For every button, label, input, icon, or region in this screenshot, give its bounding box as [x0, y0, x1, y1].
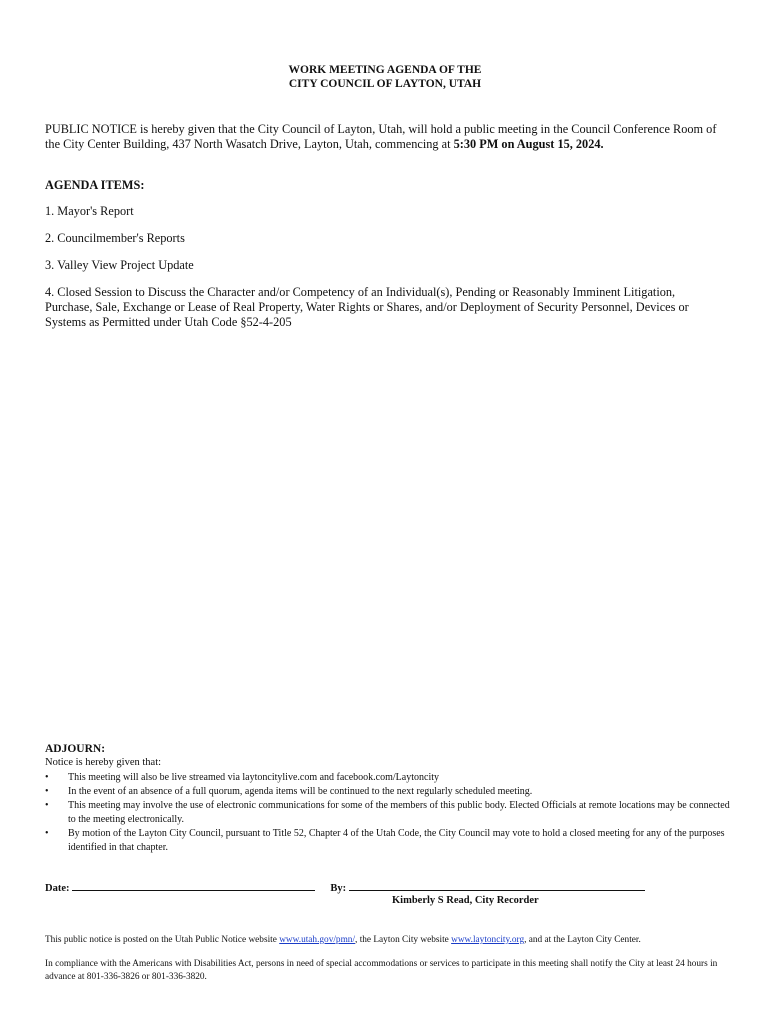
bullet-item: • In the event of an absence of a full quorum, agenda items will be continued to the next regularly scheduled meeting.: [45, 785, 735, 799]
agenda-item: 2. Councilmember's Reports: [45, 231, 185, 245]
signature-row: [45, 881, 665, 894]
notice-time-date: 5:30 PM on August 15, 2024.: [453, 137, 604, 151]
by-label: By:: [330, 883, 347, 894]
date-label: Date:: [45, 883, 70, 894]
layton-city-link[interactable]: www.laytoncity.org: [451, 935, 525, 945]
title-line-1: WORK MEETING AGENDA OF THE: [288, 64, 482, 76]
city-recorder-name: Kimberly S Read, City Recorder: [392, 895, 539, 906]
agenda-item: 3. Valley View Project Update: [45, 258, 194, 272]
posted-middle: , the Layton City website: [355, 935, 452, 945]
date-line: [72, 881, 315, 891]
agenda-item: 1. Mayor's Report: [45, 204, 134, 218]
by-line: [349, 881, 645, 891]
adjourn-heading: ADJOURN:: [45, 743, 106, 755]
adjourn-lead: Notice is hereby given that:: [45, 757, 162, 768]
posted-suffix: , and at the Layton City Center.: [524, 935, 641, 945]
utah-pmn-link[interactable]: www.utah.gov/pmn/: [279, 935, 356, 945]
ada-compliance-note: In compliance with the Americans with Disabilities Act, persons in need of special accommodations or services to participate in this meeting shall notify the City at least 24 hours in advance at 801-336-3826 or 801-336-3820.: [45, 959, 718, 982]
adjourn-bullet-list: [45, 771, 735, 855]
notice-text: PUBLIC NOTICE is hereby given that the City Council of Layton, Utah, will hold a public meeting in the Council Conference Room of the City Center Building, 437 North Wasatch Drive, Layton, Utah, commencing at: [45, 122, 717, 151]
bullet-item: • This meeting may involve the use of electronic communications for some of the members of this public body. Elected Officials at remote locations may be connected to the meeting electronically.: [45, 799, 735, 827]
posted-notice: [45, 934, 735, 947]
title-line-2: CITY COUNCIL OF LAYTON, UTAH: [288, 78, 482, 90]
public-notice: [45, 122, 730, 152]
agenda-heading: AGENDA ITEMS:: [45, 178, 145, 192]
bullet-item: • This meeting will also be live streamed via laytoncitylive.com and facebook.com/Laytoncity: [45, 771, 735, 785]
agenda-item: 4. Closed Session to Discuss the Character and/or Competency of an Individual(s), Pending or Reasonably Imminent Litigation, Purchase, Sale, Exchange or Lease of Real Property, Water Rights or Shares, and/or Deployment of Security Personnel, Devices or Systems as Permitted under Utah Code §52-4-205: [45, 285, 689, 329]
page-title: [0, 63, 770, 91]
posted-prefix: This public notice is posted on the Utah Public Notice website: [45, 935, 280, 945]
bullet-item: • By motion of the Layton City Council, pursuant to Title 52, Chapter 4 of the Utah Code, the City Council may vote to hold a closed meeting for any of the purposes identified in that chapter.: [45, 827, 735, 855]
